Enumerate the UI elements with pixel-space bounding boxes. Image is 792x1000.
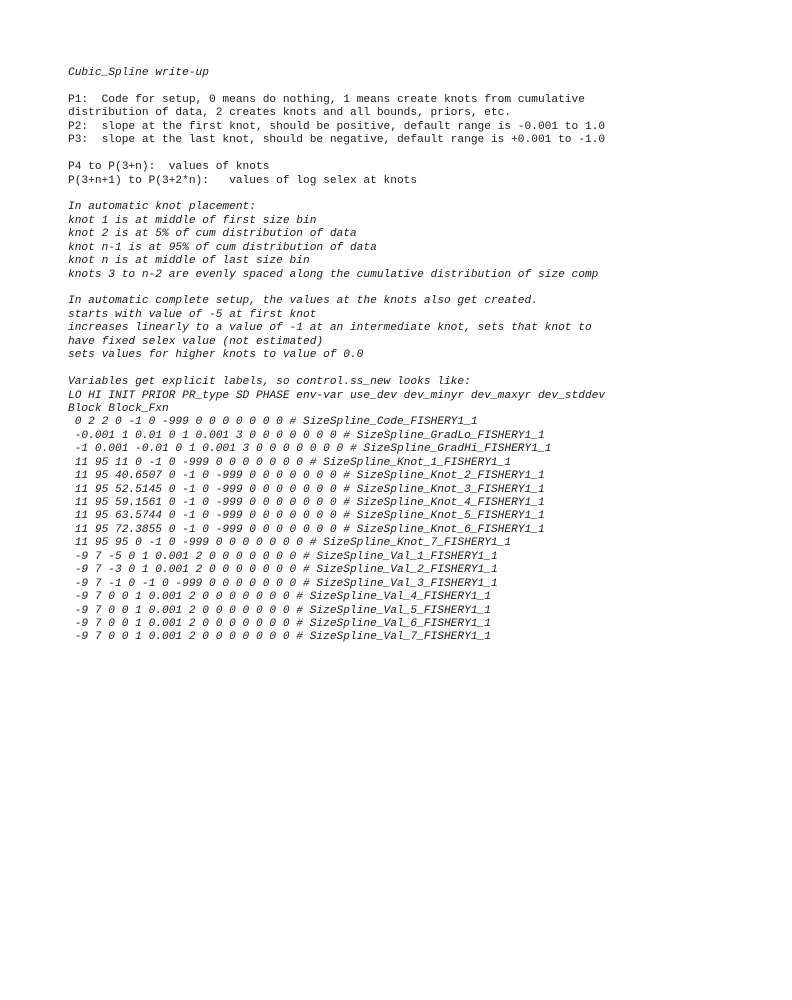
control-line: 11 95 72.3855 0 -1 0 -999 0 0 0 0 0 0 0 # SizeSpline_Knot_6_FISHERY1_1 — [68, 523, 545, 536]
complete-setup-line: sets values for higher knots to value of 0.0 — [68, 349, 364, 362]
values-line-knots: P4 to P(3+n): values of knots — [68, 161, 270, 174]
control-line: -9 7 0 0 1 0.001 2 0 0 0 0 0 0 0 # SizeSpline_Val_5_FISHERY1_1 — [68, 604, 491, 617]
complete-setup-line: increases linearly to a value of -1 at an intermediate knot, sets that knot to — [68, 322, 592, 335]
complete-setup-line: starts with value of -5 at first knot — [68, 308, 317, 321]
labels-intro-line: Variables get explicit labels, so control.ss_new looks like: — [68, 376, 471, 389]
column-header-line: LO HI INIT PRIOR PR_type SD PHASE env-var use_dev dev_minyr dev_maxyr dev_stddev — [68, 389, 606, 402]
control-line: -0.001 1 0.01 0 1 0.001 3 0 0 0 0 0 0 0 # SizeSpline_GradLo_FISHERY1_1 — [68, 429, 545, 442]
blank-line — [68, 80, 768, 93]
control-line: 11 95 52.5145 0 -1 0 -999 0 0 0 0 0 0 0 # SizeSpline_Knot_3_FISHERY1_1 — [68, 483, 545, 496]
control-line: -9 7 -5 0 1 0.001 2 0 0 0 0 0 0 0 # SizeSpline_Val_1_FISHERY1_1 — [68, 550, 498, 563]
control-line: -9 7 0 0 1 0.001 2 0 0 0 0 0 0 0 # SizeSpline_Val_7_FISHERY1_1 — [68, 631, 491, 644]
knot-placement-line: knot n-1 is at 95% of cum distribution of data — [68, 241, 377, 254]
control-line: 11 95 63.5744 0 -1 0 -999 0 0 0 0 0 0 0 # SizeSpline_Knot_5_FISHERY1_1 — [68, 510, 545, 523]
control-line: -9 7 -1 0 -1 0 -999 0 0 0 0 0 0 0 # SizeSpline_Val_3_FISHERY1_1 — [68, 577, 498, 590]
param-line-p1: P1: Code for setup, 0 means do nothing, 1 means create knots from cumulative — [68, 93, 585, 106]
complete-setup-line: have fixed selex value (not estimated) — [68, 335, 324, 348]
knot-placement-line: knot 1 is at middle of first size bin — [68, 214, 317, 227]
control-line: 11 95 40.6507 0 -1 0 -999 0 0 0 0 0 0 0 # SizeSpline_Knot_2_FISHERY1_1 — [68, 470, 545, 483]
blank-line — [68, 188, 768, 201]
control-line: -9 7 0 0 1 0.001 2 0 0 0 0 0 0 0 # SizeSpline_Val_4_FISHERY1_1 — [68, 591, 491, 604]
document-title: Cubic_Spline write-up — [68, 67, 209, 79]
param-line-p2: P2: slope at the first knot, should be positive, default range is -0.001 to 1.0 — [68, 120, 606, 133]
control-line: -9 7 0 0 1 0.001 2 0 0 0 0 0 0 0 # SizeSpline_Val_6_FISHERY1_1 — [68, 617, 491, 630]
column-header-line-cont: Block Block_Fxn — [68, 402, 169, 415]
param-line-p1-cont: distribution of data, 2 creates knots and all bounds, priors, etc. — [68, 107, 512, 120]
param-line-p3: P3: slope at the last knot, should be negative, default range is +0.001 to -1.0 — [68, 134, 606, 147]
knot-placement-line: knots 3 to n-2 are evenly spaced along the cumulative distribution of size comp — [68, 268, 599, 281]
document-page — [68, 67, 768, 645]
complete-setup-heading: In automatic complete setup, the values at the knots also get created. — [68, 295, 538, 308]
blank-line — [68, 148, 768, 161]
values-line-selex: P(3+n+1) to P(3+2*n): values of log selex at knots — [68, 174, 418, 187]
knot-placement-line: knot 2 is at 5% of cum distribution of data — [68, 228, 357, 241]
control-line: -9 7 -3 0 1 0.001 2 0 0 0 0 0 0 0 # SizeSpline_Val_2_FISHERY1_1 — [68, 564, 498, 577]
knot-placement-heading: In automatic knot placement: — [68, 201, 256, 214]
blank-line — [68, 282, 768, 295]
control-line: 0 2 2 0 -1 0 -999 0 0 0 0 0 0 0 # SizeSpline_Code_FISHERY1_1 — [68, 416, 478, 429]
control-line: 11 95 59.1561 0 -1 0 -999 0 0 0 0 0 0 0 # SizeSpline_Knot_4_FISHERY1_1 — [68, 497, 545, 509]
knot-placement-line: knot n is at middle of last size bin — [68, 255, 310, 268]
control-line: -1 0.001 -0.01 0 1 0.001 3 0 0 0 0 0 0 0 # SizeSpline_GradHi_FISHERY1_1 — [68, 443, 552, 456]
blank-line — [68, 363, 768, 376]
control-line: 11 95 11 0 -1 0 -999 0 0 0 0 0 0 0 # SizeSpline_Knot_1_FISHERY1_1 — [68, 456, 512, 469]
control-line: 11 95 95 0 -1 0 -999 0 0 0 0 0 0 0 # SizeSpline_Knot_7_FISHERY1_1 — [68, 537, 512, 550]
